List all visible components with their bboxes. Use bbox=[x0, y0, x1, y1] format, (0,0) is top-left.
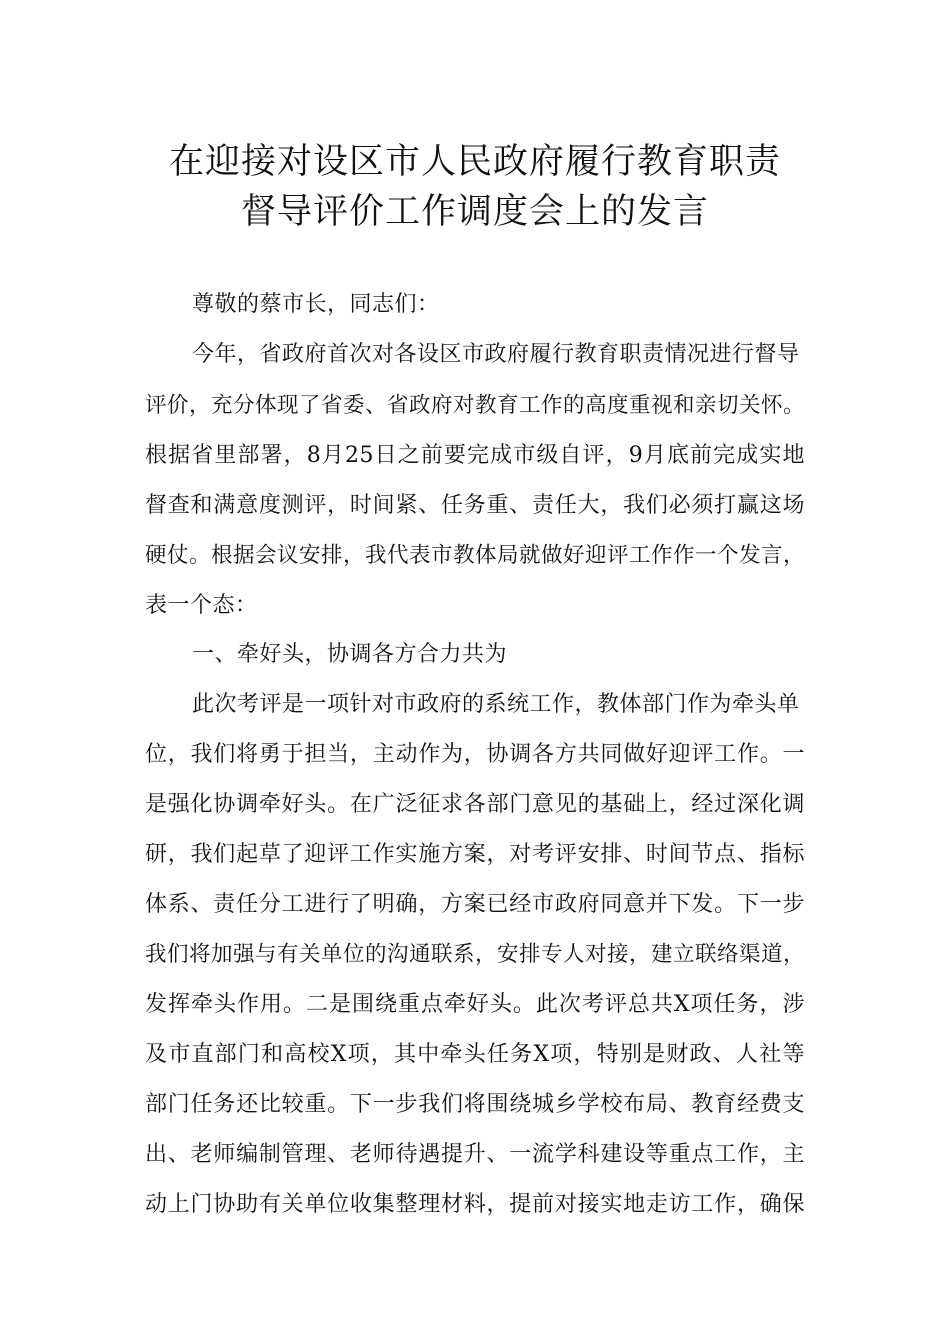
paragraph-line: 体系、责任分工进行了明确，方案已经市政府同意并下发。下一步 bbox=[145, 892, 805, 917]
section-heading: 一、牵好头，协调各方合力共为 bbox=[192, 642, 508, 667]
paragraph-line: 及市直部门和高校X项，其中牵头任务X项，特别是财政、人社等 bbox=[145, 1042, 805, 1067]
paragraph-line: 督查和满意度测评，时间紧、任务重、责任大，我们必须打赢这场 bbox=[145, 493, 805, 518]
paragraph-line: 评价，充分体现了省委、省政府对教育工作的高度重视和亲切关怀。 bbox=[145, 393, 806, 418]
paragraph-line: 硬仗。根据会议安排，我代表市教体局就做好迎评工作作一个发言， bbox=[145, 543, 806, 568]
salutation: 尊敬的蔡市长，同志们： bbox=[192, 292, 440, 317]
paragraph-line: 表一个态： bbox=[145, 593, 258, 618]
paragraph-line: 发挥牵头作用。二是围绕重点牵好头。此次考评总共X项任务，涉 bbox=[145, 992, 805, 1017]
paragraph-line: 是强化协调牵好头。在广泛征求各部门意见的基础上，经过深化调 bbox=[145, 792, 805, 817]
paragraph-line: 动上门协助有关单位收集整理材料，提前对接实地走访工作，确保 bbox=[145, 1192, 805, 1217]
paragraph-line: 位，我们将勇于担当，主动作为，协调各方共同做好迎评工作。一 bbox=[145, 742, 805, 767]
paragraph-line: 部门任务还比较重。下一步我们将围绕城乡学校布局、教育经费支 bbox=[145, 1092, 805, 1117]
paragraph-line: 我们将加强与有关单位的沟通联系，安排专人对接，建立联络渠道， bbox=[145, 942, 806, 967]
paragraph-line: 研，我们起草了迎评工作实施方案，对考评安排、时间节点、指标 bbox=[145, 842, 805, 867]
paragraph-line: 今年，省政府首次对各设区市政府履行教育职责情况进行督导 bbox=[192, 342, 800, 367]
document-title-line-2: 督导评价工作调度会上的发言 bbox=[240, 192, 709, 232]
paragraph-line: 根据省里部署，8月25日之前要完成市级自评，9月底前完成实地 bbox=[145, 443, 805, 468]
paragraph-line: 此次考评是一项针对市政府的系统工作，教体部门作为牵头单 bbox=[192, 692, 800, 717]
document-title-line-1: 在迎接对设区市人民政府履行教育职责 bbox=[168, 142, 781, 182]
paragraph-line: 出、老师编制管理、老师待遇提升、一流学科建设等重点工作，主 bbox=[145, 1142, 805, 1167]
